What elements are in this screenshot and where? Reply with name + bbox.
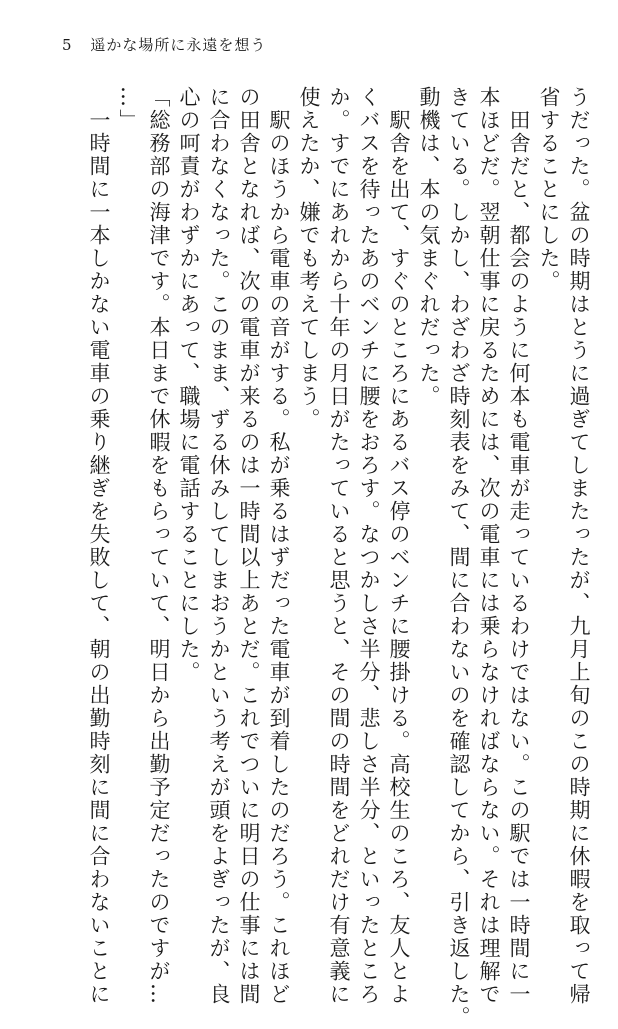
text-line: 駅のほうから電車の音がする。私が乗るはずだった電車が到着したのだろう。これほど: [267, 86, 291, 1006]
text-line: 田舎だと、都会のように何本も電車が走っているわけではない。この駅では一時間に一: [507, 86, 531, 1006]
text-line: か。すでにあれから十年の月日がたっていると思うと、その間の時間をどれだけ有意義に: [327, 86, 351, 1006]
text-line: 使えたか、嫌でも考えてしまう。: [297, 86, 321, 431]
text-line: 「総務部の海津です。本日まで休暇をもらっていて、明日から出勤予定だったのですが…: [147, 86, 171, 1006]
text-line: …」: [117, 86, 141, 132]
book-title: 遥かな場所に永遠を想う: [90, 36, 267, 54]
text-line: 本ほどだ。翌朝仕事に戻るためには、次の電車には乗らなければならない。それは理解で: [477, 86, 501, 1006]
text-line: 動機は、本の気まぐれだった。: [417, 86, 441, 408]
text-line: の田舎となれば、次の電車が来るのは一時間以上あとだ。これでついに明日の仕事には間: [237, 86, 261, 1006]
text-line: 心の呵責がわずかにあって、職場に電話することにした。: [177, 86, 201, 684]
text-line: に合わなくなった。このまま、ずる休みしてしまおうかという考えが頭をよぎったが、良: [207, 86, 231, 1006]
text-line: くバスを待ったあのベンチに腰をおろす。なつかしさ半分、悲しさ半分、といったところ: [357, 86, 381, 1006]
page-number: 5: [62, 36, 73, 54]
text-line: きている。しかし、わざわざ時刻表をみて、間に合わないのを確認してから、引き返した。: [447, 86, 471, 1029]
vertical-body-text: [54, 86, 594, 1029]
text-line: 一時間に一本しかない電車の乗り継ぎを失敗して、朝の出勤時刻に間に合わないことに: [87, 86, 111, 1006]
running-header: [62, 34, 266, 55]
text-line: 駅舎を出て、すぐのところにあるバス停のベンチに腰掛ける。高校生のころ、友人とよ: [387, 86, 411, 1006]
text-line: 省することにした。: [537, 86, 561, 293]
text-line: うだった。盆の時期はとうに過ぎてしまたったが、九月上旬のこの時期に休暇を取って帰: [567, 86, 591, 1006]
